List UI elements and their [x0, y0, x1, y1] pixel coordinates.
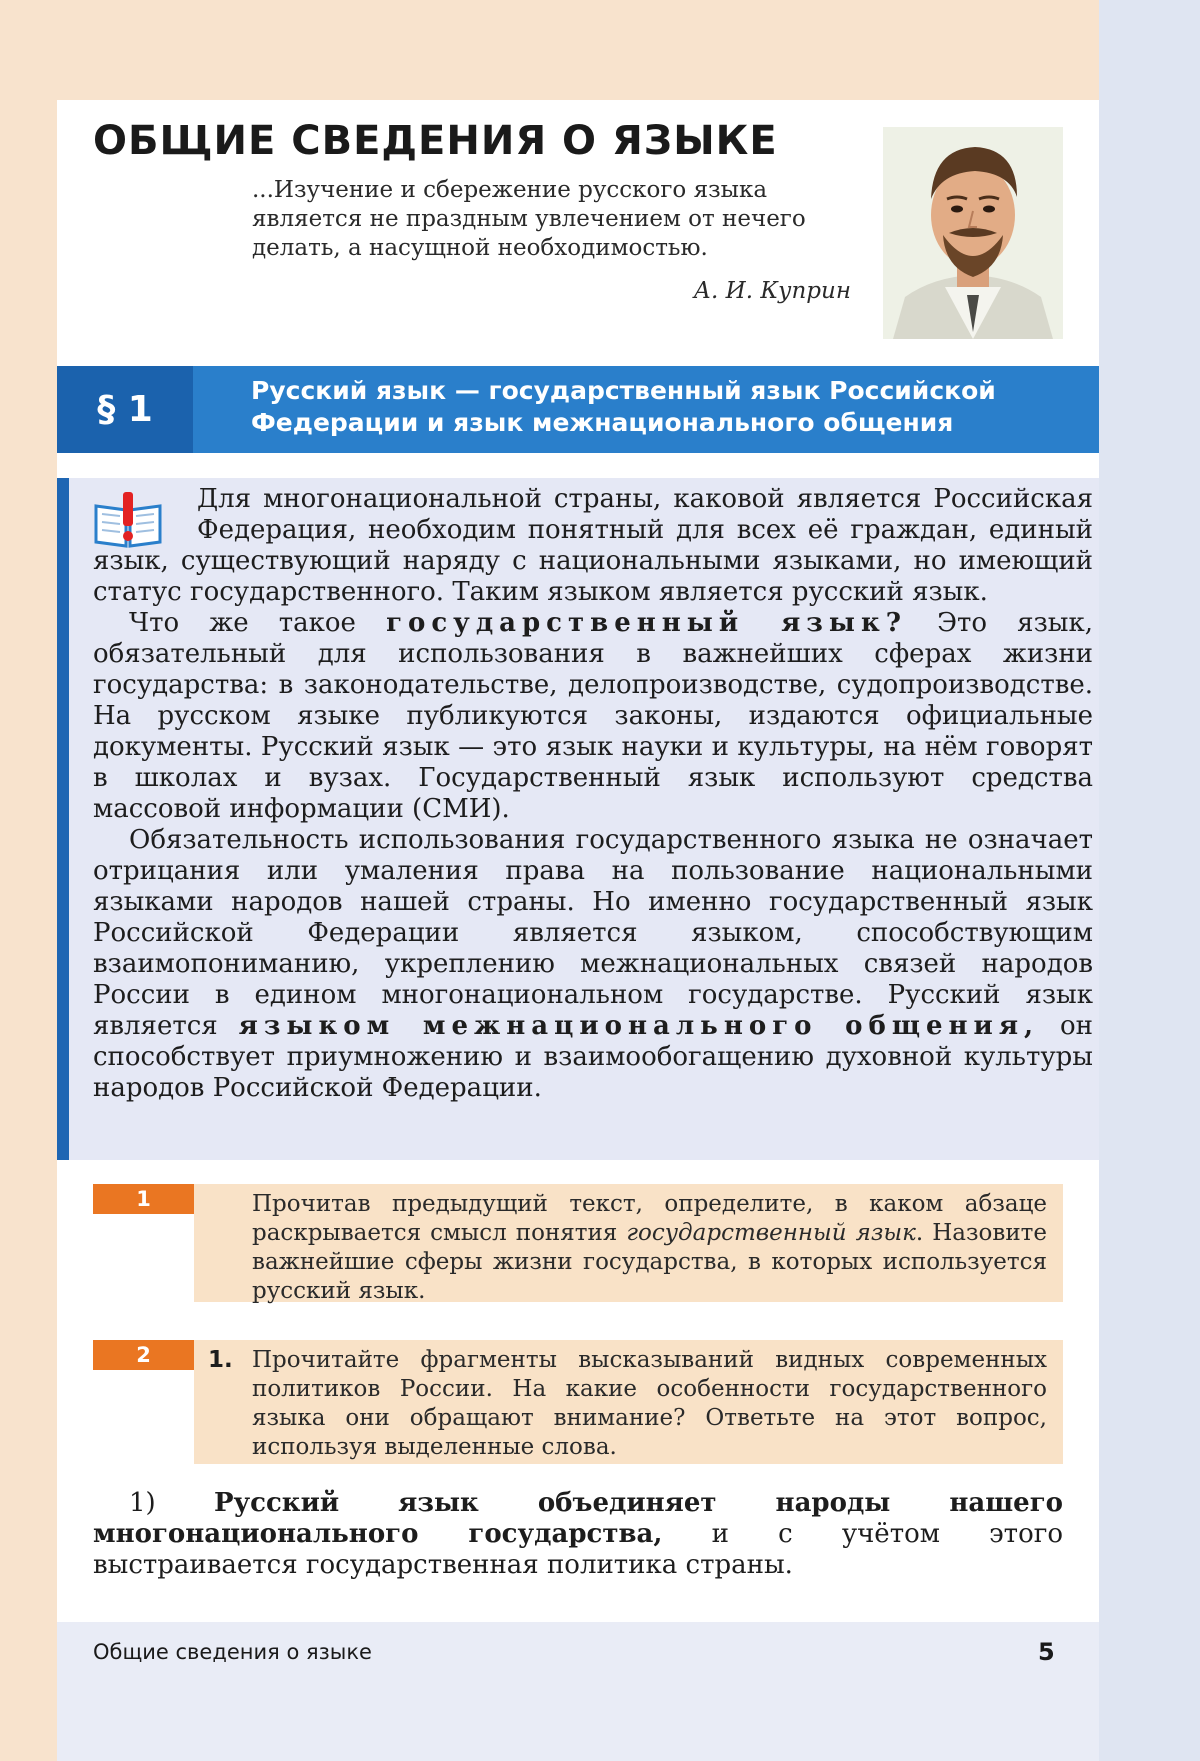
exercise-1 — [93, 1184, 1063, 1302]
section-header — [57, 366, 1099, 453]
epigraph-author: А. И. Куприн — [693, 278, 851, 304]
rule-text — [93, 484, 1093, 1104]
exercise-text: Прочитайте фрагменты высказываний видных современных политиков России. На какие особенности государственного языка они обращают внимание? Ответьте на этот вопрос, используя выделенные слова. — [252, 1347, 1047, 1460]
exercise-number: 1 — [93, 1184, 194, 1214]
rule-paragraph-2: Что же такое государственный язык? Это язык, обязательный для использования в важнейших сферах жизни государства: в законодательстве, делопроизводстве, судопроизводстве. На русском языке публикуются законы, издаются официальные документы. Русский язык — это язык науки и культуры, на нём говорят в школах и вузах. Государственный язык используют средства массовой информации (СМИ). — [93, 608, 1093, 824]
page-margin-right — [1099, 0, 1200, 1761]
exercise-box — [194, 1340, 1063, 1464]
exercise-text: Прочитав предыдущий текст, определите, в каком абзаце раскрывается смысл понятия государственный язык. Назовите важнейшие сферы жизни государства, в которых используется русский язык. — [252, 1191, 1047, 1304]
section-title: Русский язык — государственный язык Российской Федерации и язык межнационального общения — [251, 376, 996, 437]
exercise-number: 2 — [93, 1340, 194, 1370]
chapter-title: ОБЩИЕ СВЕДЕНИЯ О ЯЗЫКЕ — [93, 118, 778, 164]
rule-paragraph-3: Обязательность использования государственного языка не означает отрицания или умаления права на пользование национальными языками народов нашей страны. Но именно государственный язык Российской Федерации является языком, способствующим взаимопониманию, укреплению межнациональных связей народов России в едином многонациональном государстве. Русский язык является языком межнационального общения, он способствует приумножению и взаимообогащению духовной культуры народов Российской Федерации. — [93, 825, 1094, 1103]
term-state-language: государственный язык? — [386, 608, 907, 638]
exercise-subnumber: 1. — [208, 1347, 233, 1373]
rule-block — [57, 478, 1099, 1160]
rule-paragraph-1: Для многонациональной страны, каковой является Российская Федерация, необходим понятный для всех её граждан, единый язык, существующий наряду с национальными языками, но имеющий статус государственного. Таким языком является русский язык. — [93, 484, 1093, 607]
textbook-page — [57, 100, 1099, 1622]
exercise-2 — [93, 1340, 1063, 1464]
author-portrait — [883, 127, 1063, 339]
term-interethnic-language: языком межнационального общения, — [238, 1011, 1040, 1041]
politician-quote: 1) Русский язык объединяет народы нашего многонационального государства, и с учётом этого выстраивается государственная политика страны. — [93, 1488, 1063, 1580]
page-number: 5 — [1038, 1638, 1055, 1666]
epigraph-text: ...Изучение и сбережение русского языка является не праздным увлечением от нечего делать, а насущной необходимостью. — [252, 177, 806, 261]
exercise-box — [194, 1184, 1063, 1302]
section-number: § 1 — [57, 366, 193, 453]
footer-chapter-title: Общие сведения о языке — [93, 1640, 372, 1664]
